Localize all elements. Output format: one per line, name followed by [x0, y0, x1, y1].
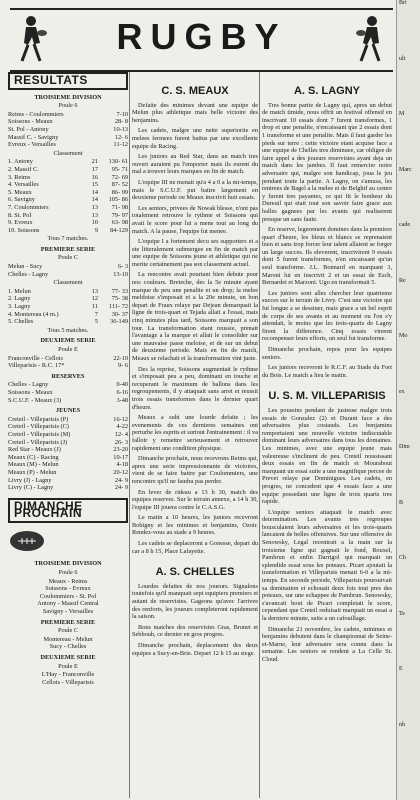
- team-goal-diff: 77- 33: [111, 287, 128, 295]
- match-score: 12- 6: [114, 133, 128, 141]
- team-goal-diff: 79- 97: [111, 211, 128, 219]
- team-name: 9. Evreux: [8, 219, 33, 227]
- match-teams: Franconville - Cellois: [8, 354, 63, 362]
- series-title: DEUXIEME SERIE: [40, 337, 96, 345]
- dimanche-box: [8, 498, 128, 687]
- match-row: [8, 141, 128, 149]
- strip-text: cade: [399, 222, 410, 228]
- team-name: 3. Reims: [8, 173, 31, 181]
- match-row: [8, 469, 128, 477]
- paragraph: Dimanche prochain, deplacement des deux equipes a Sucy-en-Brie. Depart 12 h 15 au siege.: [132, 642, 258, 657]
- column-divider: [259, 72, 260, 798]
- team-points: 21: [91, 158, 98, 166]
- standings-row: [8, 318, 128, 326]
- match-score: 6- 3: [118, 263, 128, 271]
- match-teams: Creteil - Villeparisis (P): [8, 415, 69, 423]
- strip-text: Marc: [399, 166, 412, 173]
- matches-count: Tous 7 matches.: [47, 235, 89, 243]
- strip-text: B: [399, 499, 404, 506]
- fixture: Soissons - Evreux: [45, 585, 91, 593]
- standings-row: [8, 166, 128, 174]
- column-divider: [129, 72, 130, 798]
- pool-label: Poule C: [57, 254, 79, 262]
- team-points: 5: [94, 318, 98, 326]
- standings-row: [8, 303, 128, 311]
- standings-row: [8, 204, 128, 212]
- series-title: PREMIERE SERIE: [40, 245, 96, 253]
- match-score: 28- 8: [114, 118, 128, 126]
- match-row: [8, 381, 128, 389]
- strip-text: E: [399, 666, 403, 672]
- article-body-lagny: [262, 102, 392, 380]
- match-teams: Chelles - Lagny: [8, 381, 49, 389]
- standings-row: [8, 158, 128, 166]
- match-score: 4-22: [116, 423, 128, 431]
- standings-table: [8, 288, 128, 326]
- standings-row: [8, 288, 128, 296]
- standings-table: [8, 158, 128, 234]
- match-row: [8, 431, 128, 439]
- pool-label: Poule 6: [58, 102, 78, 110]
- team-points: 17: [91, 165, 98, 173]
- section-title: RUGBY: [116, 16, 287, 57]
- paragraph: Dimanche prochain, repos pour les equipes seniors.: [262, 346, 392, 361]
- match-teams: Evreux - Versailles: [8, 141, 56, 149]
- team-name: 5. Meaux: [8, 188, 32, 196]
- team-goal-diff: 84-129: [110, 226, 128, 234]
- match-score: 16-12: [113, 415, 128, 423]
- match-teams: Red Star - Meaux (J): [8, 446, 61, 454]
- match-teams: St. Pol - Antony: [8, 125, 49, 133]
- match-teams: Livry (J) - Lagny: [8, 476, 52, 484]
- reserves-title: RESERVES: [51, 372, 85, 380]
- match-row: [8, 477, 128, 485]
- match-score: 10-17: [113, 453, 128, 461]
- paragraph: En lever de rideau a 13 h 30, match des equipes reserves. Sur le terrain annexe, a 14 h 30, l'equipe III jouera contre le C.A.S.G.: [132, 488, 258, 511]
- match-teams: Massif C. - Savigny: [8, 133, 59, 141]
- division-title: TROISIEME DIVISION: [34, 93, 102, 101]
- match-teams: Meaux (P) - Melun: [8, 468, 57, 476]
- results-column: [8, 72, 128, 792]
- team-goal-diff: 36-149: [110, 318, 128, 326]
- paragraph: Les juniors recevront le R.C.F. au Stade du Fort du Bois. Le match a lieu le matin.: [262, 364, 392, 379]
- pool-label: Poule E: [58, 662, 78, 670]
- match-teams: Creteil - Villeparisis (J): [8, 438, 68, 446]
- match-teams: Melun - Sucy: [8, 263, 43, 271]
- standings-row: [8, 212, 128, 220]
- match-teams: Soissons - Meaux: [8, 388, 53, 396]
- match-score: 23-20: [113, 446, 128, 454]
- match-score: 24- 9: [114, 476, 128, 484]
- fixture-list: [8, 578, 128, 616]
- team-goal-diff: 75- 38: [111, 295, 128, 303]
- match-list: [8, 111, 128, 149]
- match-row: [8, 397, 128, 405]
- classement-label: Classement: [53, 279, 83, 287]
- paragraph: Dimanche 21 novembre, les cadets, minimes et benjamins debutent dans le championnat de Seine-et-Marne, leur adversaire sera connu dans la semaine. Les seniors se rendent a La Celle St. Cloud.: [262, 625, 392, 663]
- paragraph: Les cadets, malgre une nette superiorite en melees fermees furent battus par une excellente equipe du Racing.: [132, 127, 258, 150]
- team-goal-diff: 130- 61: [108, 158, 128, 166]
- paragraph: Des la reprise, Soissons augmentait le rythme et s'imposait peu a peu, dominant en touche et recuperant le maximum de ballons dans les regroupements, il y attaquait sans arret et reussit trois essais transformes dans le dernier quart d'heure.: [132, 365, 258, 411]
- team-goal-diff: 63- 98: [111, 219, 128, 227]
- match-teams: Meaux (M) - Melun: [8, 461, 59, 469]
- match-teams: Soissons - Meaux: [8, 118, 53, 126]
- standings-row: [8, 227, 128, 235]
- match-row: [8, 263, 128, 271]
- standings-row: [8, 189, 128, 197]
- match-teams: Livry (C) - Lagny: [8, 484, 54, 492]
- match-row: [8, 111, 128, 119]
- match-row: [8, 423, 128, 431]
- fixture: Sucy - Chelles: [49, 643, 87, 651]
- match-score: 11-12: [113, 141, 128, 149]
- match-score: 22-10: [113, 354, 128, 362]
- match-teams: Reims - Coulommiers: [8, 110, 64, 118]
- team-points: 13: [91, 203, 98, 211]
- match-teams: Creteil - Villeparisis (C): [8, 423, 69, 431]
- team-name: 4. Versailles: [8, 181, 39, 189]
- match-score: 7-10: [116, 110, 128, 118]
- match-row: [8, 118, 128, 126]
- standings-row: [8, 311, 128, 319]
- match-score: 12- 4: [114, 430, 128, 438]
- team-points: 9: [94, 226, 98, 234]
- right-column: [262, 72, 392, 667]
- team-goal-diff: 30- 37: [111, 310, 128, 318]
- paragraph: L'equipe III ne menait qu'a 4 a 0 a la mi-temps, mais le S.C.U.F. put battre largement en deuxieme periode ou Meaux inscrivit huit essais.: [132, 178, 258, 202]
- fixture-list: [8, 671, 128, 686]
- team-name: 10. Soissons: [8, 226, 40, 234]
- team-points: 14: [91, 196, 98, 204]
- match-score: 20-12: [113, 468, 128, 476]
- strip-text: Ch: [399, 555, 407, 561]
- fixture: Antony - Massif Central: [37, 600, 99, 608]
- series-title: DEUXIEME SERIE: [40, 654, 96, 661]
- article-title-chelles: A. S. CHELLES: [155, 566, 235, 579]
- team-points: 7: [94, 310, 98, 318]
- strip-text: Te: [399, 610, 405, 617]
- team-goal-diff: 72- 69: [111, 173, 128, 181]
- paragraph: Tres bonne partie de Lagny qui, apres un debut de match timide, nous offrit un festival offensif en inscrivant 10 essais dont 7 furent transformes, 1 drop et une penalite, n'encaissant que 2 essais dont 1 transforme et une penalite. Mais il faut garder les pieds sur terre : cette victoire etant acquise face a une equipe de Chelles tres diminuee, car obligee de faire appel a des joueurs reservistes ayant deja un match dans les jambes. Il faut remercier notre adversaire qui, malgre son handicap, joua le jeu pendant toute la partie. A Lagny, on s'amusa, les rentrees de Bagel a la melee et de Belghif au centre y furent tres payantes, ce qui fit le bonheur du Dureuil qui etait tout son savoir faire grace aux balles gagnees par les avants qui realiserent presque un sans faute.: [262, 101, 392, 223]
- team-goal-diff: 71- 98: [111, 203, 128, 211]
- dimanche-heading: DIMANCHE PROCHAIN: [8, 498, 128, 523]
- match-row: [8, 461, 128, 469]
- article-title-villeparisis: U. S. M. VILLEPARISIS: [268, 390, 386, 403]
- strip-text: ult: [399, 55, 406, 62]
- team-points: 10: [91, 219, 98, 227]
- article-body-meaux: [132, 102, 258, 556]
- fixture: Montereau - Melun: [43, 635, 93, 643]
- match-row: [8, 134, 128, 142]
- strip-text: Mo: [399, 333, 408, 339]
- match-score: 9- 6: [118, 362, 128, 370]
- results-heading: RESULTATS: [8, 72, 128, 90]
- classement-label: Classement: [53, 149, 83, 157]
- team-points: 13: [91, 287, 98, 295]
- article-title-meaux: C. S. MEAUX: [161, 85, 229, 97]
- team-goal-diff: 87- 52: [111, 181, 128, 189]
- strip-text: Dim: [399, 444, 410, 450]
- strip-text: M: [399, 111, 405, 117]
- team-points: 11: [91, 303, 98, 311]
- strip-text: Bri: [399, 0, 407, 6]
- standings-row: [8, 174, 128, 182]
- match-teams: Chelles - Lagny: [8, 270, 49, 278]
- team-goal-diff: 105- 86: [108, 196, 128, 204]
- paragraph: Meaux a subi une lourde defaite ; les evenements de ces dernieres semaines ont perturbe les esprits et surtout l'entrainement : il va falloir y remettre serieusement et retrouver rapidement une condition physique.: [132, 414, 258, 452]
- article-body-villeparisis: [262, 407, 392, 664]
- paragraph: L'equipe seniors attaquait le match avec determination. Les avants tres regroupes bousculaient leurs adversaires et les trois-quarts lancaient de belles offensives. Sur une offensive de Senowsky, Legal recentrait a la main sur la troisieme ligne qui gagnait le fond, Rouxel, Pambrun et enfin Darrigol qui marquait un splendide essai sous les poteaux. Picart ajoutait la transformation et Villeparisis menait 6-0 a la mi-temps. En seconde periode, Villeparisis poursuivait sa domination et echouait deux fois tout pres des poteaux, sur une echappee de Pambrun. Senowsky, s'avancait bout de Picart completait le score, cependant que Creteil reduisait marquait un essai a la derniere minute, suite a un cafouillage.: [262, 508, 392, 622]
- matches-count: Tous 5 matches.: [47, 326, 89, 334]
- standings-row: [8, 196, 128, 204]
- team-name: 1. Melun: [8, 287, 31, 295]
- standings-row: [8, 181, 128, 189]
- rugby-ball-icon: [8, 529, 46, 553]
- strip-text: Re: [399, 277, 406, 284]
- fixture: Coulommiers - St. Pol: [39, 592, 97, 600]
- rugby-player-icon: [355, 13, 389, 65]
- match-row: [8, 484, 128, 492]
- match-list: [8, 381, 128, 404]
- standings-row: [8, 219, 128, 227]
- match-score: 3-48: [116, 396, 128, 404]
- match-row: [8, 271, 128, 279]
- fixture-list: [8, 636, 128, 651]
- team-points: 16: [91, 173, 98, 181]
- team-name: 1. Antony: [8, 158, 33, 166]
- team-goal-diff: 86- 99: [111, 188, 128, 196]
- strip-text: nh: [399, 721, 405, 728]
- match-score: 0-40: [116, 381, 128, 389]
- fixture: Meaux - Reims: [48, 577, 88, 585]
- match-teams: Meaux (C) - Racing: [8, 453, 59, 461]
- team-goal-diff: 111- 72: [109, 303, 128, 311]
- strip-text: ex: [399, 388, 405, 395]
- team-name: 6. Savigny: [8, 196, 35, 204]
- team-name: 2. Lagny: [8, 295, 31, 303]
- article-body-chelles: [132, 583, 258, 657]
- match-score: 10-13: [113, 125, 128, 133]
- paragraph: Le matin a 10 heures, les juniors recevront Bobigny et les minimes et benjamins, Ozoir. Rendez-vous au stade a 9 heures.: [132, 514, 258, 537]
- team-goal-diff: 95- 71: [111, 165, 128, 173]
- match-row: [8, 389, 128, 397]
- match-list: [8, 263, 128, 278]
- match-teams: Villeparisis - R.C. 17*: [8, 362, 65, 370]
- pool-label: Poule 6: [58, 569, 78, 577]
- team-points: 12: [91, 295, 98, 303]
- match-row: [8, 439, 128, 447]
- match-score: 13-10: [113, 270, 128, 278]
- paragraph: Les poussins pendant de justesse malgre trois essais de Gonzalez (2) et Durant face a des adversaires plus costauds. Les benjamins remportaient une nouvelle victoire indiscutable dominant leurs adversaires dans tous les domaines. Les minimes, avec une equipe jeune mais valeureuse s'inclinent de peu. Creteil reussissant deux essais en fin de match et Mourabout marquant un essai suite a une magnifique percee de Prevet relaye par Dominigues. Les cadets, en progres, ne concedent que 4 essais face a une equipe possedant une ligne de trois quarts tres rapide.: [262, 406, 392, 506]
- paragraph: Lourdes defaites de nos joueurs. Signalons toutefois qu'il manquait sept equipiers premiers et autant de reservistes. Gageons qu'avec l'arrivee des renforts, les joueurs completeront rapidement la saison.: [132, 582, 258, 621]
- team-name: 8. St. Pol: [8, 211, 32, 219]
- match-row: [8, 355, 128, 363]
- paragraph: L'equipe I a fortement decu ses supporters et a ete litteralement submergee en fin de match par une equipe de Soissons jeune et athletique qui ne merite certainement pas son classement actuel.: [132, 238, 258, 268]
- team-name: 4. Montereau (4 m.): [8, 310, 59, 318]
- paragraph: Les cadets se deplaceront a Gonesse, depart du car a 8 h 15, Place Lafayette.: [132, 540, 258, 555]
- match-score: 4-18: [116, 461, 128, 469]
- match-row: [8, 362, 128, 370]
- article-title-lagny: A. S. LAGNY: [293, 85, 360, 97]
- division-title: TROISIEME DIVISION: [34, 560, 102, 568]
- paragraph: Les seniors, privees de Nowak blesse, n'ont pas totalement retrouve le rythme et Soissons qui avait le score pour lui a mene tout au long du match. A la pause, l'equipe fut menee.: [132, 204, 258, 235]
- fixture: Cellois - Villeparisis: [42, 678, 94, 686]
- paragraph: Bons matches des reservistes Gras, Brunet et Sebbouh, ce dernier en gros progres.: [132, 623, 258, 639]
- match-score: 24- 9: [114, 484, 128, 492]
- paragraph: En reserve, legerement domines dans la premiere quart d'heure, les bleus et blancs se reprenaient bien et sans trop forcer leur talent allaient se forger un large succes. Ils eleverent, inscrivirent 9 essais dont 5 furent transformes, n'en encaissant qu'un seul transforme. J.L. Bonnard en marquant 3, Maroni lui en inscrivit 2 et un essai de Esch, Bernardet et Marzoni. Ugo en transformait 5.: [262, 226, 392, 287]
- match-row: [8, 454, 128, 462]
- series-title: PREMIERE SERIE: [40, 618, 96, 626]
- paragraph: Dimanche prochain, nous recevrons Reims qui, apres une serie impressionnante de victoires, vient de se faire battre par Coulommiers, une rencontre qu'il ne faudra pas perdre.: [132, 455, 258, 485]
- match-row: [8, 416, 128, 424]
- match-list: [8, 416, 128, 492]
- standings-row: [8, 295, 128, 303]
- match-row: [8, 446, 128, 454]
- team-name: 5. Chelles: [8, 318, 34, 326]
- team-name: 2. Massif C.: [8, 165, 39, 173]
- match-teams: Creteil - Villeparisis (M): [8, 430, 71, 438]
- jeunes-title: JEUNES: [55, 407, 81, 415]
- team-points: 14: [91, 188, 98, 196]
- fixture: Savigny - Versailles: [42, 608, 94, 616]
- team-points: 13: [91, 211, 98, 219]
- paragraph: Les juniors sont alles chercher leur quatrieme succes sur le terrain de Livry. C'est une victoire qui fut longue a se dessiner, mais grace a un bel esprit de corps de ses avants et au moment ou l'on s'y attendait, le moins que les trois-quarts de Lagny firent la difference. Cinq essais vinrent recompenser leurs efforts, un seul fut transforme.: [262, 289, 392, 343]
- team-name: 3. Lagny: [8, 303, 31, 311]
- match-list: [8, 355, 128, 370]
- pool-label: Poule E: [58, 346, 78, 353]
- match-score: 26- 3: [114, 438, 128, 446]
- middle-column: [132, 72, 258, 660]
- match-teams: S.C.U.F. - Meaux (3): [8, 396, 62, 404]
- pool-label: Poule C: [57, 627, 79, 635]
- paragraph: Defaite des minimes devant une equipe de Melun plus athletique mais belle victoire des benjamins.: [132, 101, 258, 124]
- match-score: 6-16: [116, 388, 128, 396]
- match-row: [8, 126, 128, 134]
- fixture: L'Hay - Franconville: [41, 671, 95, 679]
- paragraph: Les juniors au Red Star, dans un match tres ouvert auraient pu l'emporter mais ils eurent du mal a trouver leurs marques en fin de match.: [132, 153, 258, 176]
- team-name: 7. Coulommiers: [8, 203, 49, 211]
- section-header: [10, 8, 393, 72]
- adjacent-page-strip: [396, 0, 420, 800]
- paragraph: La rencontre avait pourtant bien debute pour nos couleurs. Breteche, des la 5e minute ayant marque de peu une penalite et un drop; la melee meldoise s'imposait et a la 20e minute, un bon depart de Fraux relaye par Dejean demarquait la ligne de trois-quart et Tejada allait a l'essai, mais cinq minutes plus tard, Soissons marquait a son tour. La transformation etant reussie, prenait l'avantage a la marque et allait le consolider sur une mauvaise passe meloise, et de sur un debut de deuxieme periode. Mais en fin de match, Meaux se relachait et la transformation vint juste.: [132, 271, 258, 362]
- team-points: 15: [91, 181, 98, 189]
